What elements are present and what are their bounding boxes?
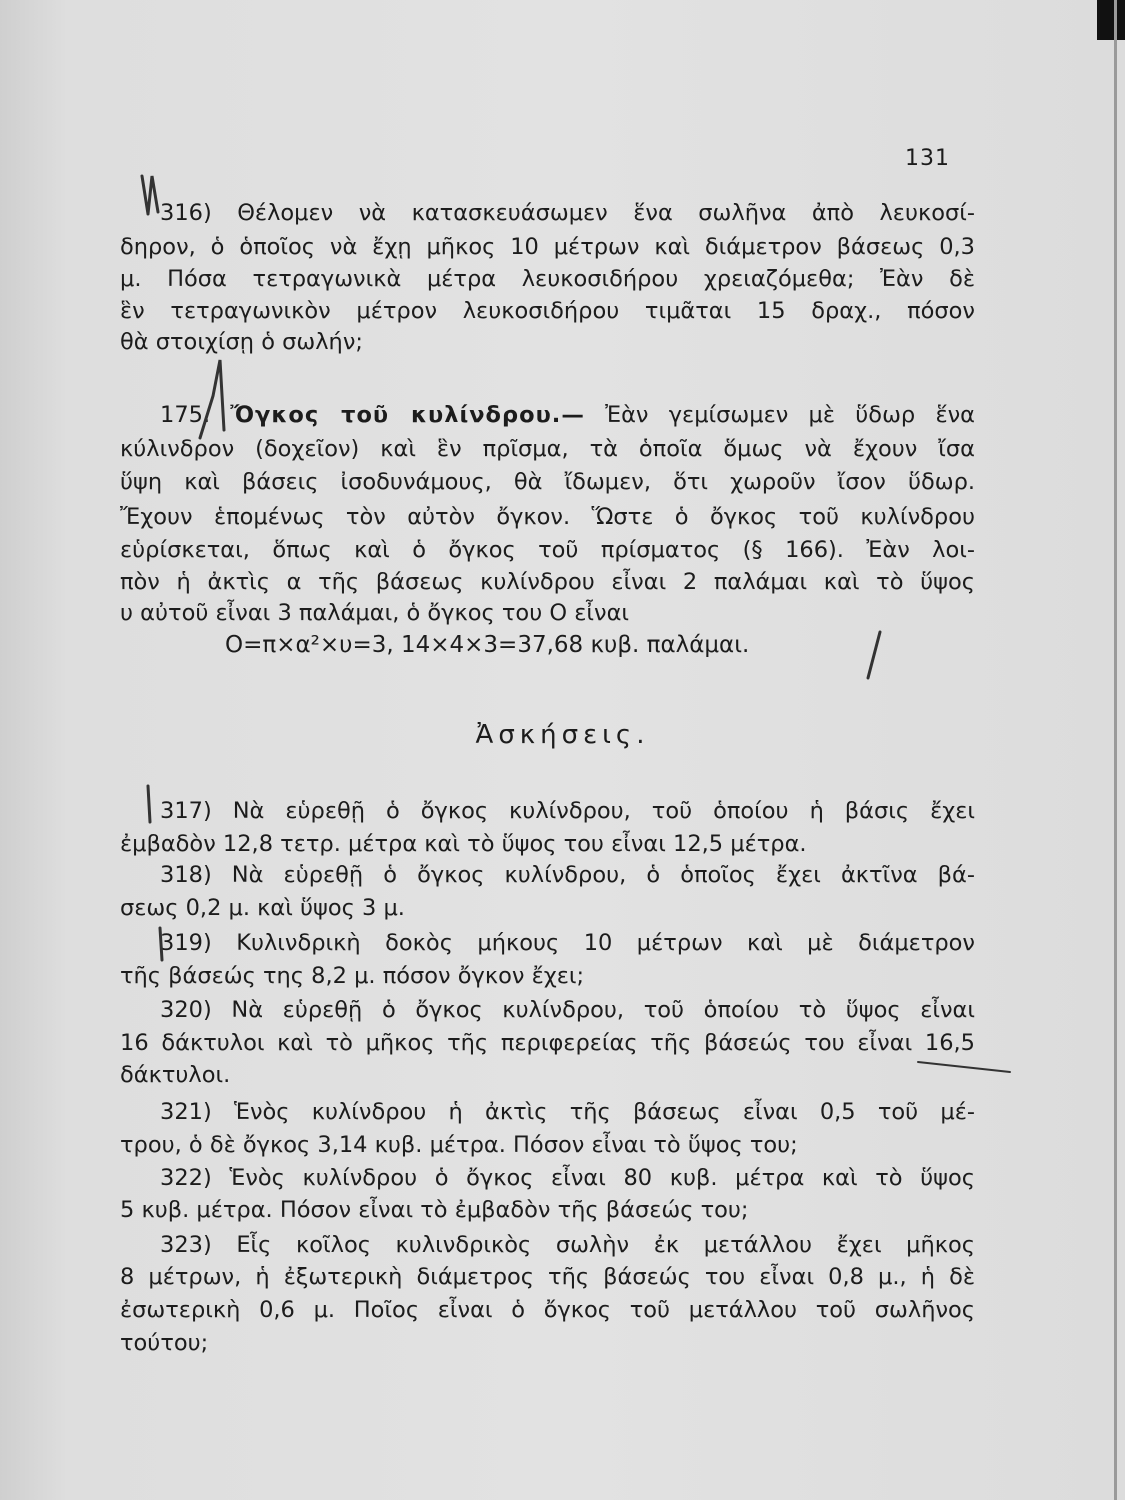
pencil-mark (868, 632, 880, 678)
pencil-mark (148, 786, 150, 822)
section-first-line-text: Ἐὰν γεμίσωμεν μὲ ὕδωρ ἕνα (605, 402, 976, 428)
exercise-line: 5 κυβ. μέτρα. Πόσον εἶναι τὸ ἐμβαδὸν τῆς βάσεώς του; (120, 1197, 749, 1223)
problem-316-line: μ. Πόσα τετραγωνικὰ μέτρα λευκοσιδήρου χρειαζόμεθα; Ἐὰν δὲ (120, 266, 975, 292)
problem-316-line: δηρον, ὁ ὁποῖος νὰ ἔχῃ μῆκος 10 μέτρων καὶ διάμετρον βάσεως 0,3 (120, 234, 975, 260)
page-number: 131 (905, 146, 950, 171)
problem-316-line: ἓν τετραγωνικὸν μέτρον λευκοσιδήρου τιμᾶται 15 δραχ., πόσον (120, 298, 975, 324)
exercise-line: 318) Νὰ εὑρεθῇ ὁ ὄγκος κυλίνδρου, ὁ ὁποῖος ἔχει ἀκτῖνα βά- (160, 862, 975, 888)
exercise-line: 16 δάκτυλοι καὶ τὸ μῆκος τῆς περιφερείας τῆς βάσεώς του εἶναι 16,5 (120, 1030, 975, 1056)
section-175-line: εὑρίσκεται, ὅπως καὶ ὁ ὄγκος τοῦ πρίσματος (§ 166). Ἐὰν λοι- (120, 537, 975, 563)
pencil-mark (918, 1062, 1010, 1072)
section-number: 175. (160, 402, 211, 428)
exercise-line: 8 μέτρων, ἡ ἐξωτερικὴ διάμετρος τῆς βάσεώς του εἶναι 0,8 μ., ἡ δὲ (120, 1264, 975, 1290)
exercise-line: 323) Εἷς κοῖλος κυλινδρικὸς σωλὴν ἐκ μετάλλου ἔχει μῆκος (160, 1232, 975, 1258)
section-175-line: πὸν ἡ ἀκτὶς α τῆς βάσεως κυλίνδρου εἶναι 2 παλάμαι καὶ τὸ ὕψος (120, 569, 975, 595)
section-175-line: ὕψη καὶ βάσεις ἰσοδυνάμους, θὰ ἴδωμεν, ὅτι χωροῦν ἴσον ὕδωρ. (120, 469, 975, 495)
exercise-line: ἐμβαδὸν 12,8 τετρ. μέτρα καὶ τὸ ὕψος του εἶναι 12,5 μέτρα. (120, 831, 807, 857)
exercise-line: τούτου; (120, 1330, 209, 1356)
exercise-line: 319) Κυλινδρικὴ δοκὸς μήκους 10 μέτρων καὶ μὲ διάμετρον (160, 930, 975, 956)
exercise-line: σεως 0,2 μ. καὶ ὕψος 3 μ. (120, 895, 405, 921)
exercise-line: 322) Ἑνὸς κυλίνδρου ὁ ὄγκος εἶναι 80 κυβ. μέτρα καὶ τὸ ὕψος (160, 1165, 975, 1191)
section-title: Ὄγκος τοῦ κυλίνδρου.— (230, 402, 585, 428)
volume-formula: Ο=π×α²×υ=3, 14×4×3=37,68 κυβ. παλάμαι. (225, 632, 750, 658)
exercise-line: δάκτυλοι. (120, 1062, 231, 1088)
exercise-line: ἐσωτερικὴ 0,6 μ. Ποῖος εἶναι ὁ ὄγκος τοῦ μετάλλου τοῦ σωλῆνος (120, 1297, 975, 1323)
exercises-heading: Ἀσκήσεις. (475, 720, 650, 750)
exercise-line: 321) Ἑνὸς κυλίνδρου ἡ ἀκτὶς τῆς βάσεως εἶναι 0,5 τοῦ μέ- (160, 1099, 975, 1125)
exercise-line: 317) Νὰ εὑρεθῇ ὁ ὄγκος κυλίνδρου, τοῦ ὁποίου ἡ βάσις ἔχει (160, 798, 975, 824)
problem-316-line: θὰ στοιχίσῃ ὁ σωλήν; (120, 329, 363, 355)
exercise-line: τῆς βάσεώς της 8,2 μ. πόσον ὄγκον ἔχει; (120, 963, 585, 989)
section-175-line: υ αὐτοῦ εἶναι 3 παλάμαι, ὁ ὄγκος του Ο εἶναι (120, 600, 630, 626)
section-175-line: κύλινδρον (δοχεῖον) καὶ ἓν πρῖσμα, τὰ ὁποῖα ὅμως νὰ ἔχουν ἴσα (120, 436, 975, 462)
problem-316-line: 316) Θέλομεν νὰ κατασκευάσωμεν ἕνα σωλῆνα ἀπὸ λευκοσί- (160, 200, 975, 226)
exercise-line: τρου, ὁ δὲ ὄγκος 3,14 κυβ. μέτρα. Πόσον εἶναι τὸ ὕψος του; (120, 1132, 798, 1158)
pencil-mark (142, 176, 158, 214)
pencil-mark (160, 928, 162, 960)
exercise-line: 320) Νὰ εὑρεθῇ ὁ ὄγκος κυλίνδρου, τοῦ ὁποίου τὸ ὕψος εἶναι (160, 997, 975, 1023)
pencil-mark (200, 360, 224, 438)
section-175-line: Ἔχουν ἑπομένως τὸν αὐτὸν ὄγκον. Ὥστε ὁ ὄγκος τοῦ κυλίνδρου (120, 504, 975, 530)
